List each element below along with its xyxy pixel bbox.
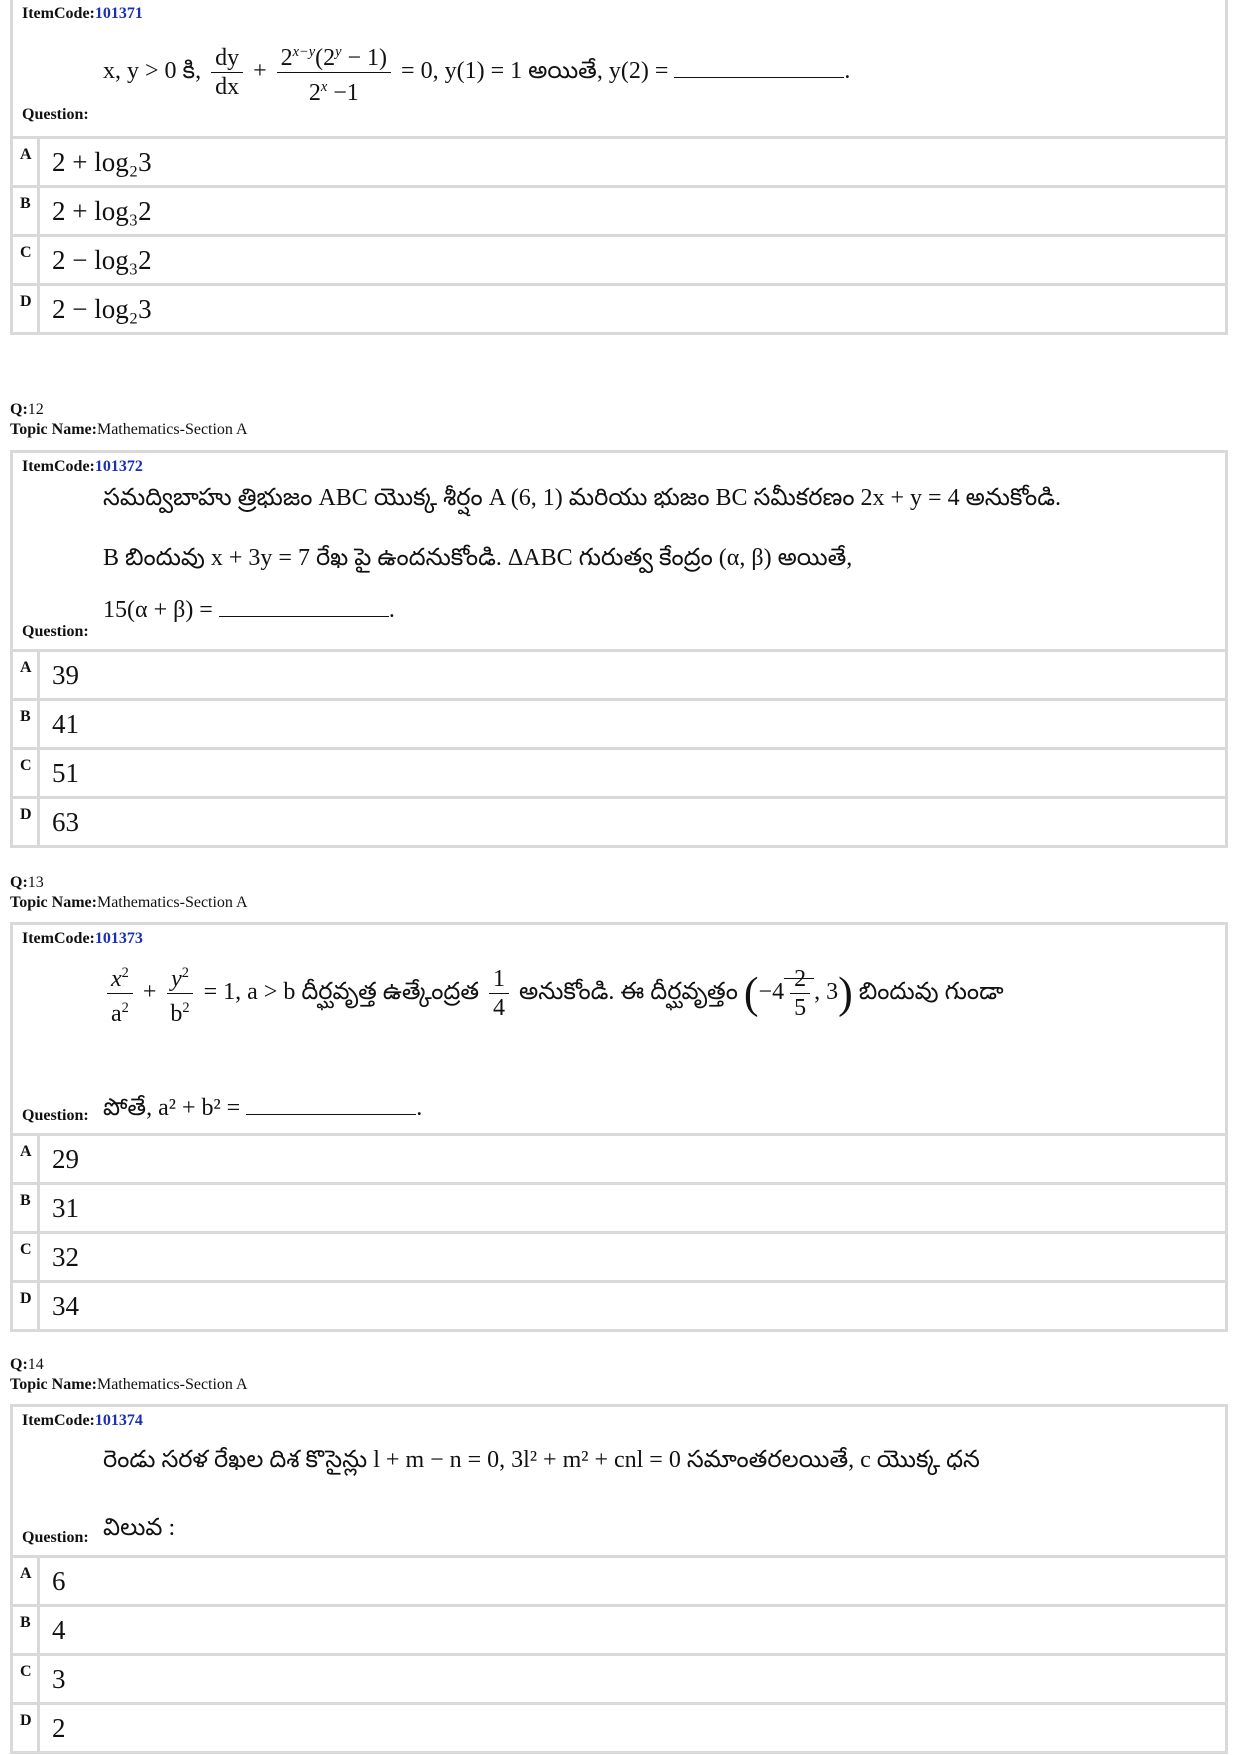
item-code: ItemCode:101374 xyxy=(22,1412,143,1429)
option-a[interactable]: A 6 xyxy=(13,1558,1225,1607)
option-c[interactable]: C 51 xyxy=(13,750,1225,799)
options-list xyxy=(13,139,1225,332)
answer-blank xyxy=(219,598,389,617)
option-b[interactable]: B 31 xyxy=(13,1185,1225,1234)
fraction-main: $\frac{2^{x-y}(2^y - 1)}{2^x -1}$ xyxy=(277,38,391,107)
question-label: Question: xyxy=(22,1107,89,1124)
question-label: Question: xyxy=(22,1529,89,1546)
option-c[interactable]: C 3 xyxy=(13,1656,1225,1705)
question-card-14 xyxy=(10,1404,1228,1754)
fraction-dy-dx: $\frac{dy}{dx}$ xyxy=(211,44,243,101)
option-d[interactable]: D 63 xyxy=(13,799,1225,845)
question-label: Question: xyxy=(22,106,89,123)
answer-blank xyxy=(674,59,844,78)
question-card-11 xyxy=(10,0,1228,335)
option-c[interactable]: C 2 − log₃2 xyxy=(13,237,1225,286)
option-d[interactable]: D 2 − log₂3 xyxy=(13,286,1225,332)
question-card-13 xyxy=(10,922,1228,1332)
question-card-12 xyxy=(10,450,1228,848)
question-header-14: Q:14 Topic Name:Mathematics-Section A xyxy=(10,1356,248,1393)
question-block: ItemCode:101374 రెండు సరళ రేఖల దిశ కొసైన్లు l + m − n = 0, 3l² + m² + cnl = 0 సమాంతరలయితే, c యొక్క ధన విలువ : Question: xyxy=(13,1407,1225,1558)
item-code: ItemCode:101371 xyxy=(22,5,143,22)
item-code: ItemCode:101372 xyxy=(22,458,143,475)
answer-blank xyxy=(246,1096,416,1115)
question-block: ItemCode:101373 $\frac{x^2}{a^2}$ + $\frac{y^2}{b^2}$ = 1, a > b దీర్ఘవృత్త ఉత్కేంద్రత $\frac{1}{4}$ అనుకోండి. ఈ దీర్ఘవృత్తం (−4 $\frac{2}{5}$ , 3) బిందువు గుండా పోతే, a² + b² = . Question: xyxy=(13,925,1225,1136)
option-a[interactable]: A 39 xyxy=(13,652,1225,701)
question-label: Question: xyxy=(22,623,89,640)
question-block: ItemCode:101371 x, y > 0 కి, $\frac{dy}{dx}$ + $\frac{2^{x-y}(2^y - 1)}{2^x -1}$ = 0, y(1) = 1 అయితే, y(2) = . Question: xyxy=(13,0,1225,139)
options-list xyxy=(13,1558,1225,1751)
option-a[interactable]: A 2 + log₂3 xyxy=(13,139,1225,188)
option-b[interactable]: B 2 + log₃2 xyxy=(13,188,1225,237)
option-d[interactable]: D 34 xyxy=(13,1283,1225,1329)
question-header-12: Q:12 Topic Name:Mathematics-Section A xyxy=(10,401,248,438)
option-b[interactable]: B 41 xyxy=(13,701,1225,750)
option-d[interactable]: D 2 xyxy=(13,1705,1225,1751)
question-header-13: Q:13 Topic Name:Mathematics-Section A xyxy=(10,874,248,911)
option-c[interactable]: C 32 xyxy=(13,1234,1225,1283)
item-code: ItemCode:101373 xyxy=(22,930,143,947)
option-b[interactable]: B 4 xyxy=(13,1607,1225,1656)
question-block: ItemCode:101372 సమద్విబాహు త్రిభుజం ABC యొక్క శీర్షం A (6, 1) మరియు భుజం BC సమీకరణం 2x + y = 4 అనుకోండి. B బిందువు x + 3y = 7 రేఖ పై ఉందనుకోండి. ΔABC గురుత్వ కేంద్రం (α, β) అయితే, 15(α + β) = . Question: xyxy=(13,453,1225,652)
options-list xyxy=(13,1136,1225,1329)
options-list xyxy=(13,652,1225,845)
option-a[interactable]: A 29 xyxy=(13,1136,1225,1185)
